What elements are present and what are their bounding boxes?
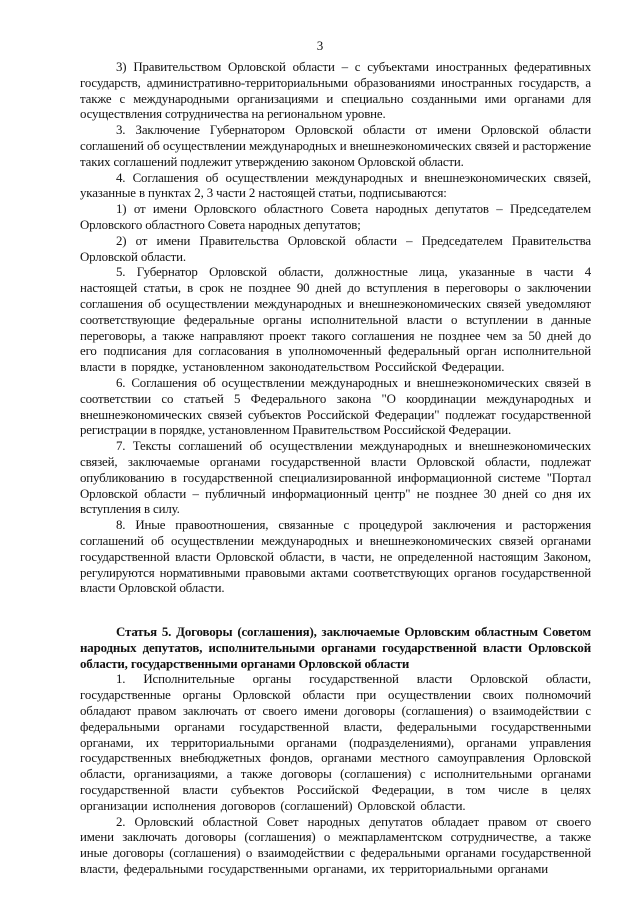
paragraph-body: 4. Соглашения об осуществлении международных и внешнеэкономических связей, указанные в пунктах 2, 3 части 2 настоящей статьи, подписываются: [80, 170, 591, 201]
paragraph-body: 2. Орловский областной Совет народных депутатов обладает правом от своего имени заключать договоры (соглашения) о межпарламентском сотрудничестве, а также иные договоры (соглашения) о взаимодействии с федеральными органами государственной власти, федеральными государственными органами, их территориальными органами [80, 814, 591, 877]
paragraph-body: 8. Иные правоотношения, связанные с процедурой заключения и расторжения соглашений об осуществлении международных и внешнеэкономических связей органами государственной власти Орловской области, в части, не определенной настоящим Законом, регулируются нормативными правовыми актами соответствующих органов государственной власти Орловской области. [80, 518, 591, 596]
article-heading: Статья 5. Договоры (соглашения), заключаемые Орловским областным Советом народных депутатов, исполнительными органами государственной власти Орловской области, государственными органами Орловской области [80, 625, 591, 671]
paragraph-body: 5. Губернатор Орловской области, должностные лица, указанные в части 4 настоящей статьи, в срок не позднее 90 дней до вступления в переговоры о заключении соглашения об осуществлении международных и внешнеэкономических связей уведомляют соответствующие федеральные органы исполнительной власти о вступлении в данные переговоры, а также направляют проект такого соглашения не позднее чем за 50 дней до его подписания для согласования в уполномоченный федеральный орган исполнительной власти в порядке, установленном законодательством Российской Федерации. [80, 265, 591, 375]
paragraph-body: 2) от имени Правительства Орловской области – Председателем Правительства Орловской области. [80, 233, 591, 264]
paragraph-body: 7. Тексты соглашений об осуществлении международных и внешнеэкономических связей, заключаемые органами государственной власти Орловской области, подлежат опубликованию в государственной специализированной информационной системе "Портал Орловской области – публичный информационный центр" не позднее 30 дней со дня их вступления в силу. [80, 439, 591, 517]
paragraph-body: 1. Исполнительные органы государственной власти Орловской области, государственные органы Орловской области при осуществлении своих полномочий обладают правом заключать от своего имени договоры (соглашения) о взаимодействии с федеральными органами государственной власти, федеральными государственными органами, их территориальными органами (подразделениями), органами управления государственных внебюджетных фондов, органами местного самоуправления Орловской области, организациями, а также договоры (соглашения) с исполнительными органами государственной власти субъектов Российской Федерации, в том числе в целях организации исполнения договоров (соглашений) Орловской области. [80, 672, 591, 813]
document-body [80, 60, 591, 878]
paragraph-body: 1) от имени Орловского областного Совета народных депутатов – Председателем Орловского областного Совета народных депутатов; [80, 202, 591, 232]
paragraph-body: 3. Заключение Губернатором Орловской области от имени Орловской области соглашений об осуществлении международных и внешнеэкономических связей и расторжение таких соглашений подлежит утверждению законом Орловской области. [80, 123, 591, 169]
page-number: 3 [316, 38, 324, 53]
paragraph-body: 6. Соглашения об осуществлении международных и внешнеэкономических связей в соответствии со статьей 5 Федерального закона "О координации международных и внешнеэкономических связей субъектов Российской Федерации" подлежат государственной регистрации в порядке, установленном Правительством Российской Федерации. [80, 375, 591, 438]
paragraph-body: 3) Правительством Орловской области – с субъектами иностранных федеративных государств, административно-территориальными образованиями иностранных государств, а также с международными организациями и специально созданными ими органами для осуществления сотрудничества на региональном уровне. [80, 60, 591, 122]
